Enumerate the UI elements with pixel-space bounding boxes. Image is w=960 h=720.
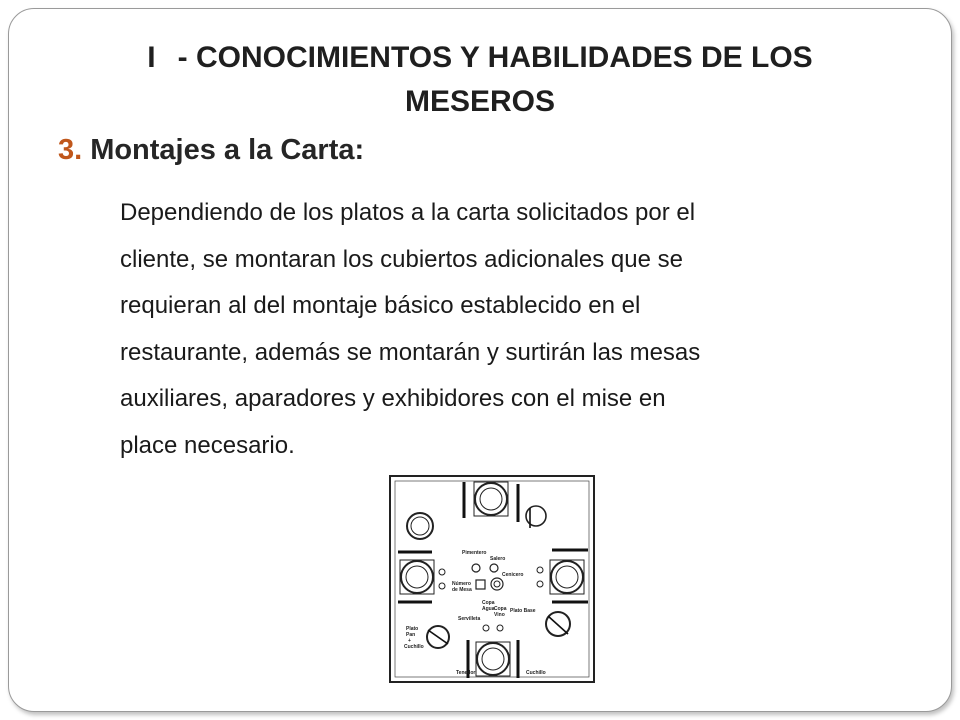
body-paragraph	[120, 190, 910, 469]
title-line-1: - CONOCIMIENTOS Y HABILIDADES DE LOS	[177, 41, 813, 74]
body-line: requieran al del montaje básico establecido en el	[120, 292, 641, 319]
table-outline	[390, 476, 594, 682]
section-title: Montajes a la Carta:	[90, 134, 365, 166]
label-copa-vino-2: Vino	[494, 612, 505, 618]
label-plato-pan-3: +	[408, 638, 411, 644]
label-plato-base: Plato Base	[510, 608, 536, 614]
label-copa-vino-1: Copa	[494, 606, 507, 612]
label-numero: Número	[452, 581, 471, 587]
slide-title	[40, 36, 920, 124]
label-copa-agua-1: Copa	[482, 600, 495, 606]
label-cenicero: Cenicero	[502, 572, 524, 578]
section-number: 3.	[58, 134, 83, 166]
label-salero: Salero	[490, 556, 506, 562]
title-roman-numeral: I	[147, 41, 156, 74]
label-cuchillo: Cuchillo	[526, 670, 546, 676]
body-line: Dependiendo de los platos a la carta solicitados por el	[120, 199, 696, 226]
label-servilleta: Servilleta	[458, 616, 481, 622]
table-setting-diagram	[388, 474, 596, 684]
label-tenedor: Tenedor	[456, 670, 476, 676]
table-setting-svg	[388, 474, 596, 684]
label-plato-pan-4: Cuchillo	[404, 644, 424, 650]
body-line: place necesario.	[120, 431, 295, 459]
label-plato-pan-2: Pan	[406, 632, 416, 638]
label-pimentero: Pimentero	[462, 550, 487, 556]
body-line: auxiliares, aparadores y exhibidores con el mise en	[120, 385, 666, 412]
label-plato-pan-1: Plato	[406, 626, 419, 632]
body-line: restaurante, además se montarán y surtirán las mesas	[120, 338, 701, 366]
title-line-2: MESEROS	[404, 85, 556, 118]
section-heading	[58, 134, 364, 167]
body-line: cliente, se montaran los cubiertos adicionales que se	[120, 245, 683, 273]
label-copa-agua-2: Agua	[482, 606, 495, 612]
label-de-mesa: de Mesa	[452, 587, 472, 593]
